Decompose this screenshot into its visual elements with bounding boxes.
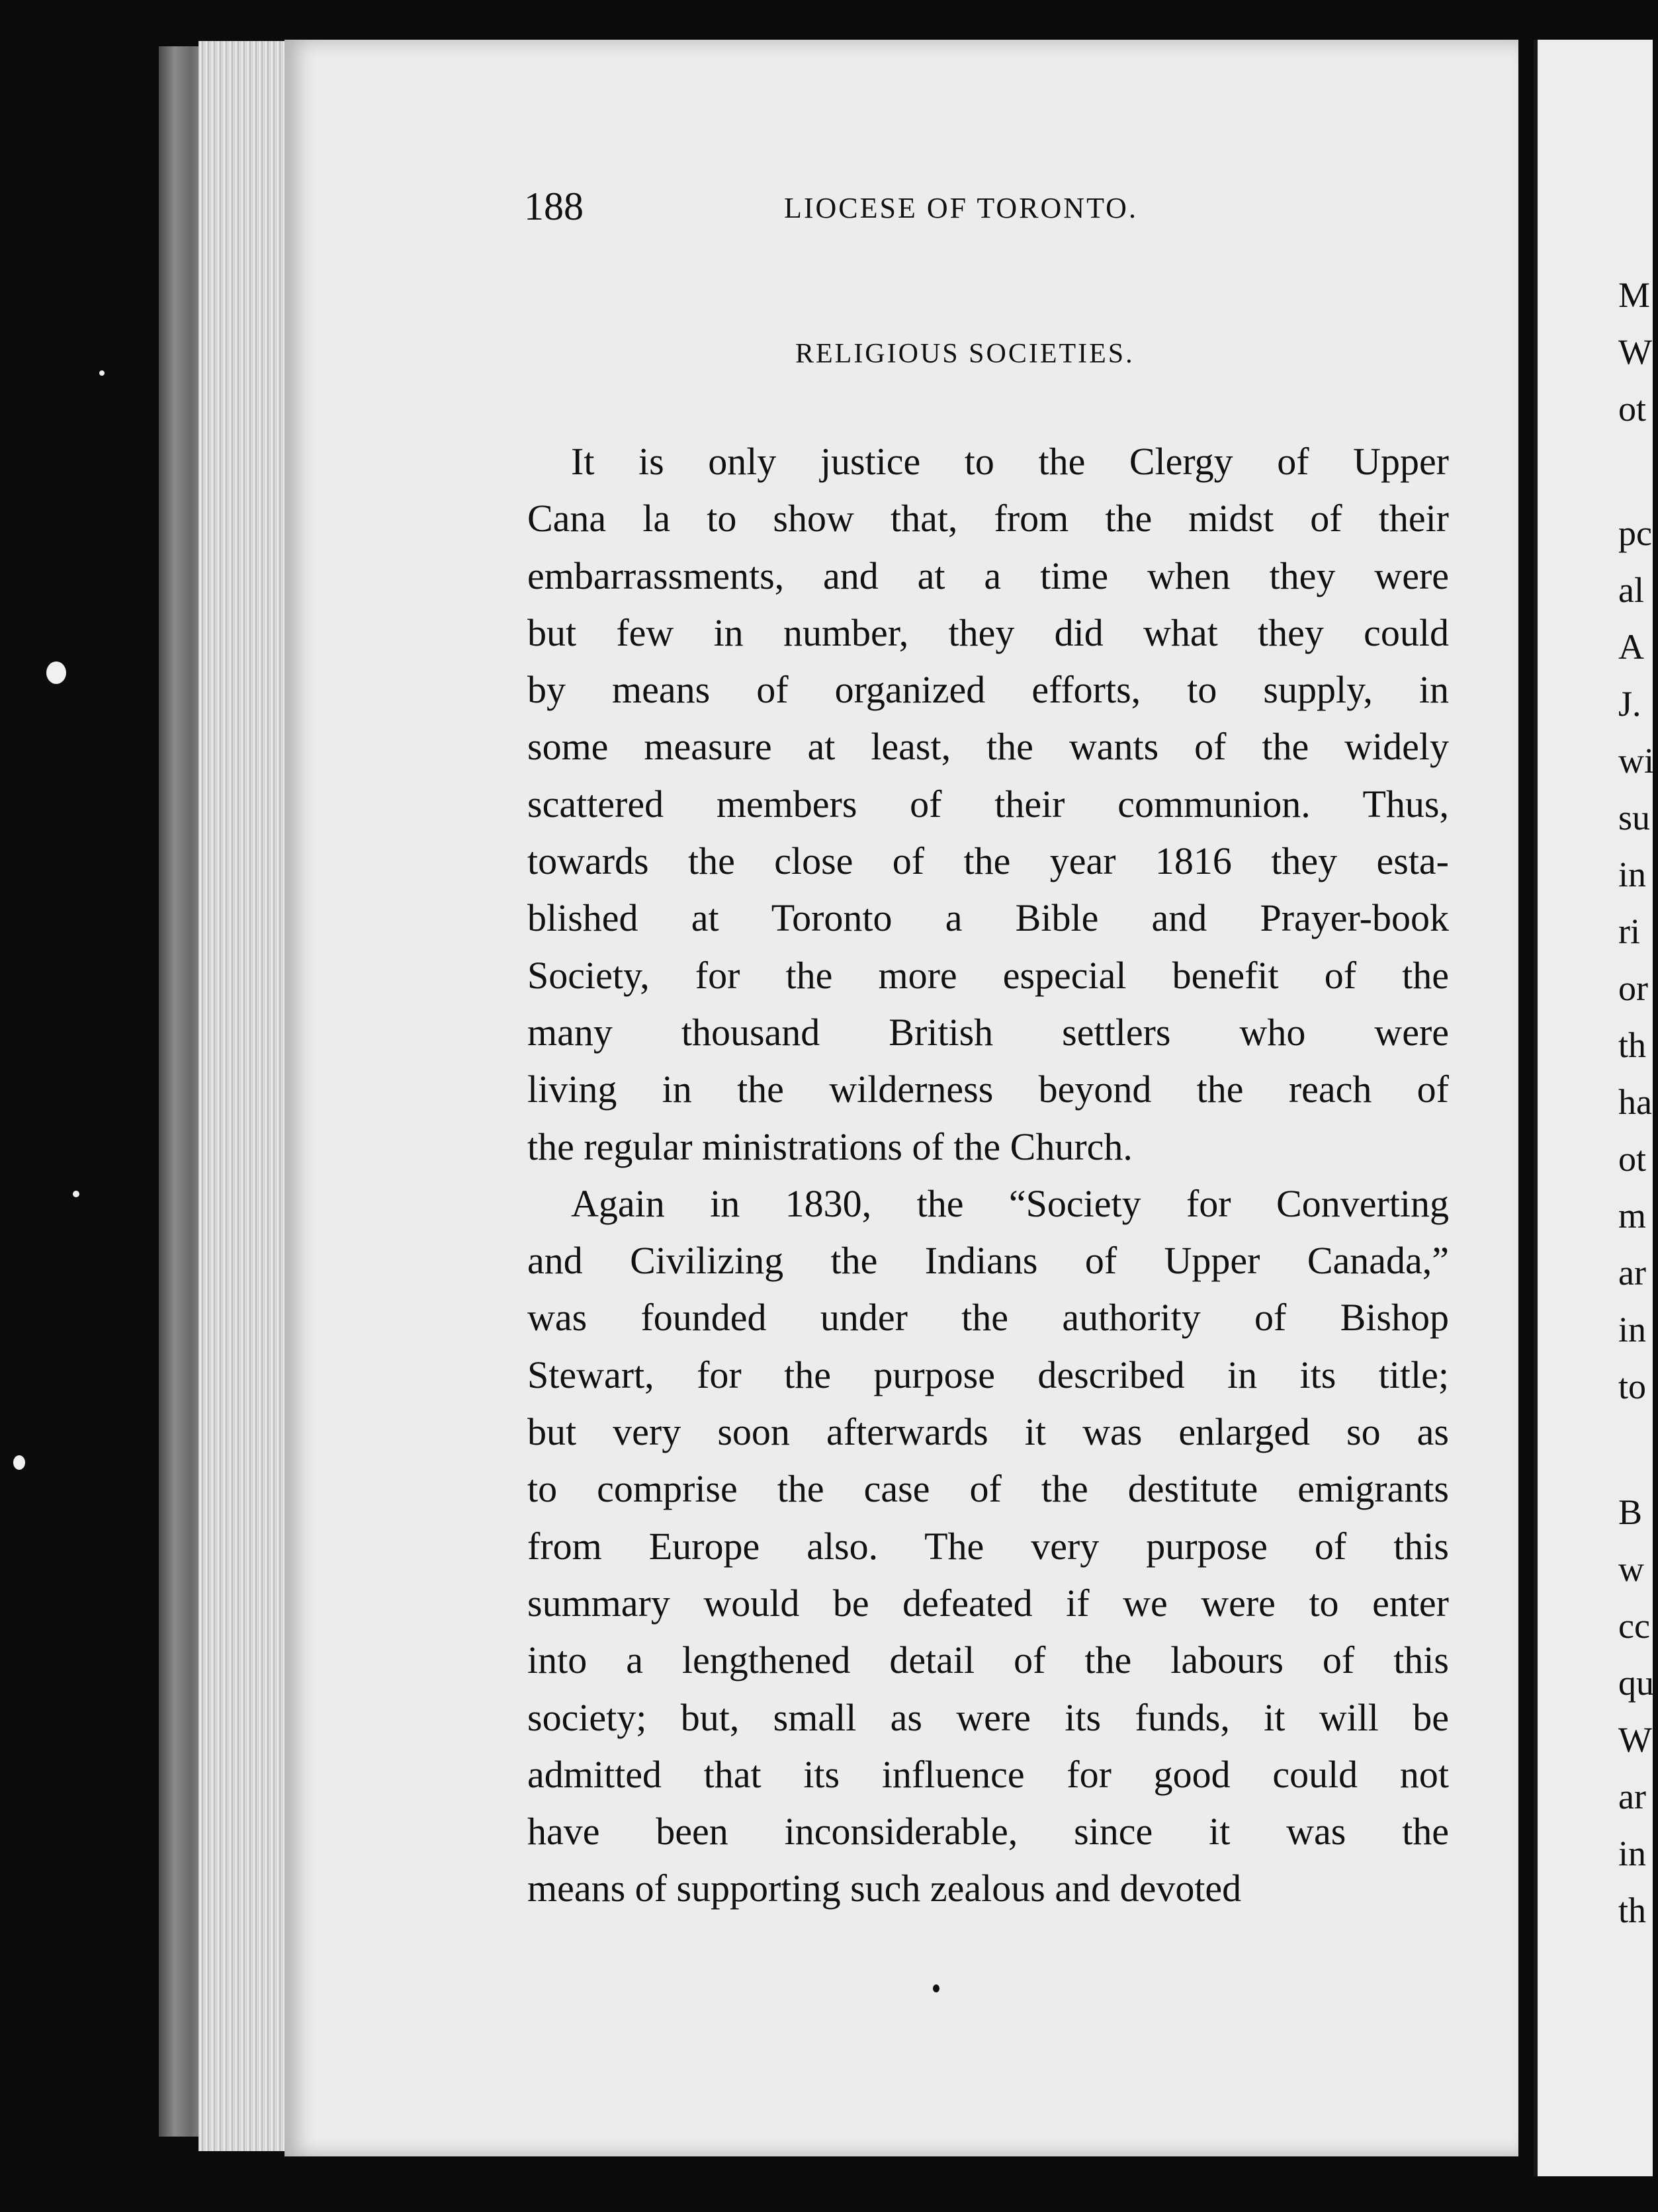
running-head-title: LIOCESE OF TORONTO. (784, 192, 1138, 224)
facing-fragment: m (1618, 1196, 1647, 1236)
facing-fragment: ha (1618, 1082, 1652, 1122)
text-line: It is only justice to the Clergy of Upper (571, 440, 1449, 483)
facing-fragment: ot (1618, 389, 1647, 429)
text-line: embarrassments, and at a time when they were (527, 554, 1449, 597)
facing-fragment: th (1618, 1891, 1647, 1930)
text-line: society; but, small as were its funds, it will be (527, 1695, 1449, 1739)
text-line: the regular ministrations of the Church. (527, 1125, 1133, 1168)
text-line: but very soon afterwards it was enlarged so as (527, 1410, 1449, 1454)
text-line: from Europe also. The very purpose of this (527, 1524, 1449, 1568)
facing-fragment: B (1618, 1492, 1643, 1532)
text-line: towards the close of the year 1816 they esta- (527, 839, 1449, 883)
text-line: living in the wilderness beyond the reach of (527, 1068, 1449, 1111)
scan-speck (13, 1455, 25, 1470)
facing-fragment: in (1618, 1310, 1647, 1349)
page-number: 188 (524, 185, 584, 228)
facing-fragment: pc (1618, 513, 1652, 553)
text-line: into a lengthened detail of the labours of this (527, 1638, 1449, 1682)
text-line: Cana la to show that, from the midst of their (527, 497, 1449, 540)
running-head (524, 180, 1186, 233)
scan-speck (73, 1191, 79, 1197)
facing-fragment: to (1618, 1367, 1647, 1406)
page-edges (198, 41, 291, 2151)
text-line: many thousand British settlers who were (527, 1010, 1449, 1054)
facing-fragment: ot (1618, 1139, 1647, 1179)
facing-fragment: J. (1618, 684, 1641, 724)
facing-fragment: ri (1618, 912, 1640, 951)
text-line: to comprise the case of the destitute emigrants (527, 1467, 1449, 1511)
facing-fragment: su (1618, 798, 1651, 837)
facing-fragment: cc (1618, 1606, 1650, 1646)
text-line: Society, for the more especial benefit of the (527, 953, 1449, 997)
text-line: was founded under the authority of Bishop (527, 1296, 1449, 1340)
facing-fragment: or (1618, 968, 1648, 1008)
body-text (527, 433, 1449, 1918)
facing-fragment: al (1618, 570, 1644, 610)
facing-fragment: A (1618, 627, 1644, 667)
facing-fragment: w (1618, 1549, 1644, 1589)
section-heading: RELIGIOUS SOCIETIES. (795, 339, 1135, 369)
text-line: means of supporting such zealous and devoted (527, 1867, 1242, 1910)
facing-fragment: ar (1618, 1253, 1646, 1293)
scan-speck (99, 370, 105, 376)
facing-fragment: M (1618, 275, 1651, 315)
text-line: Stewart, for the purpose described in its title; (527, 1353, 1449, 1396)
facing-fragment: wi (1618, 741, 1654, 781)
facing-fragment: W (1618, 332, 1652, 372)
ink-dot (933, 1984, 939, 1992)
text-line: summary would be defeated if we were to enter (527, 1581, 1449, 1625)
facing-fragment: qu (1618, 1663, 1654, 1703)
facing-fragment: W (1618, 1720, 1652, 1760)
text-line: but few in number, they did what they could (527, 611, 1449, 654)
text-line: blished at Toronto a Bible and Prayer-book (527, 896, 1449, 940)
facing-fragment: in (1618, 855, 1647, 894)
facing-fragment: th (1618, 1025, 1647, 1065)
text-line: scattered members of their communion. Thus, (527, 782, 1449, 826)
text-line: by means of organized efforts, to supply, in (527, 668, 1449, 712)
text-line: admitted that its influence for good could not (527, 1752, 1449, 1796)
text-line: and Civilizing the Indians of Upper Canada,” (527, 1239, 1449, 1283)
text-line: have been inconsiderable, since it was the (527, 1810, 1449, 1853)
text-line: some measure at least, the wants of the widely (527, 725, 1449, 769)
text-line: Again in 1830, the “Society for Converting (571, 1181, 1449, 1225)
scan-speck (46, 661, 66, 684)
facing-fragment: in (1618, 1834, 1647, 1873)
facing-fragment: ar (1618, 1777, 1646, 1816)
